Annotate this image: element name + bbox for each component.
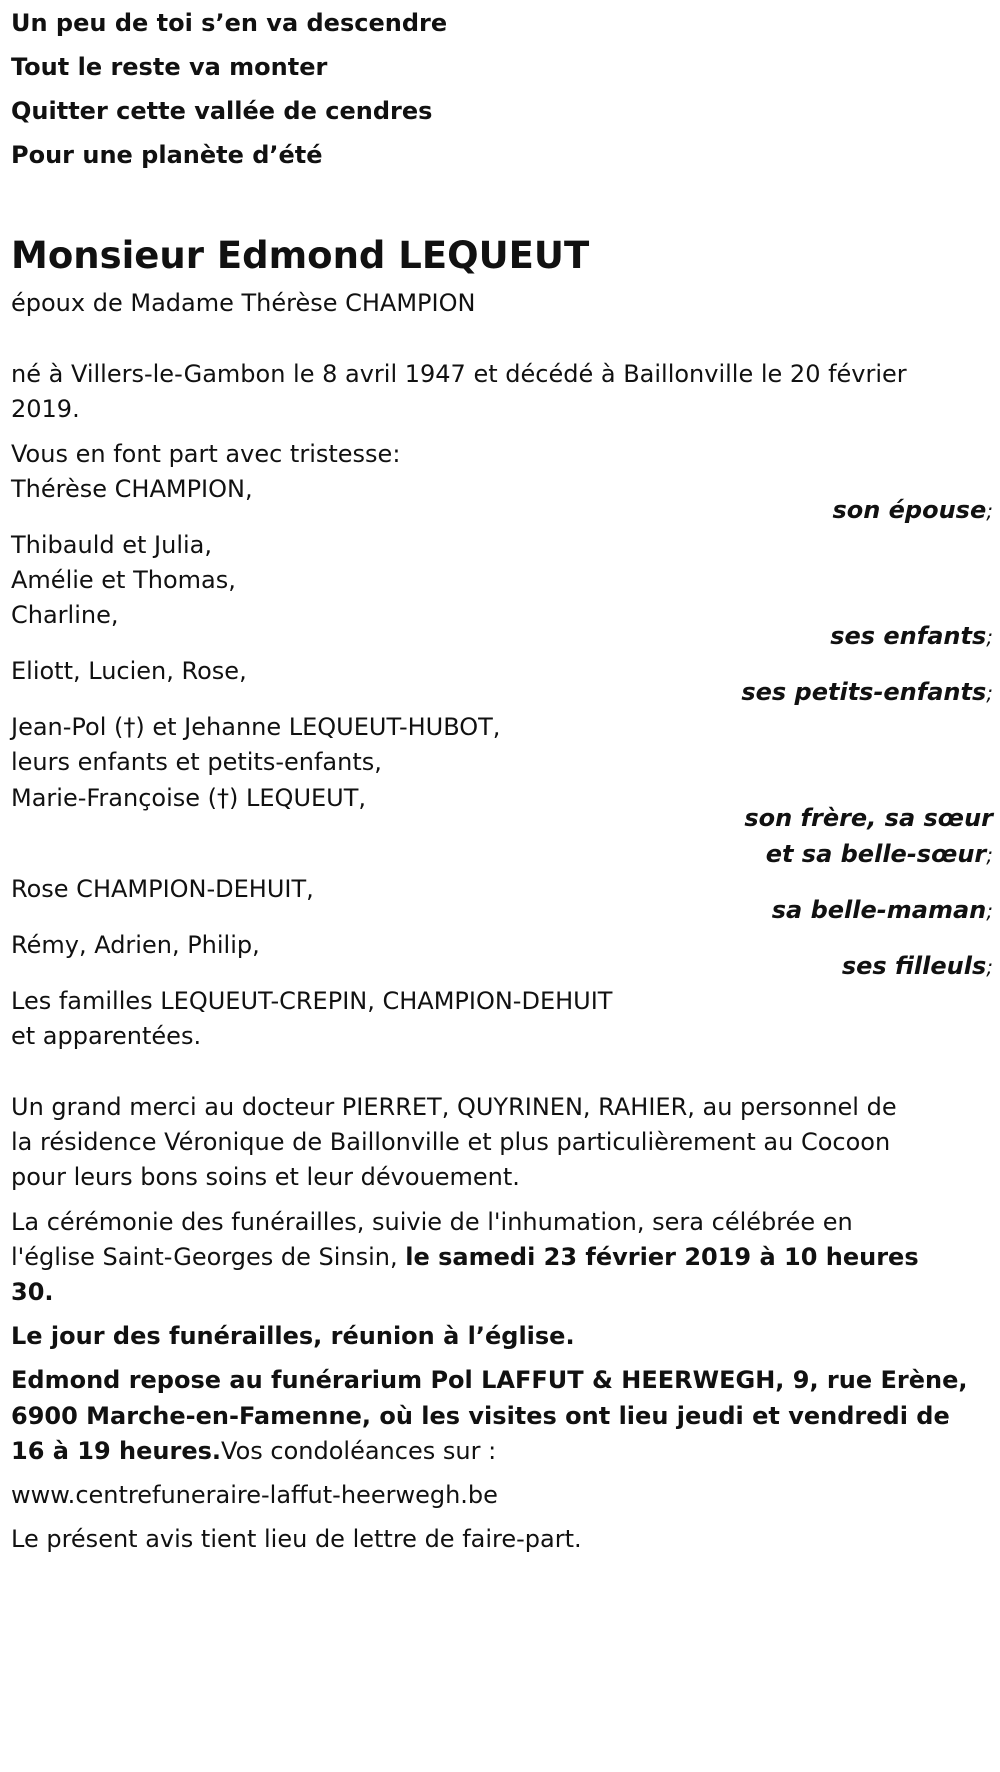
role-godchildren bbox=[842, 946, 993, 987]
poem-line-3: Quitter cette vallée de cendres bbox=[11, 97, 433, 125]
child-name-3: Charline, bbox=[11, 601, 119, 629]
funerarium-line-2: 6900 Marche-en-Famenne, où les visites ont lieu jeudi et vendredi de bbox=[11, 1402, 950, 1430]
mother-in-law-name: Rose CHAMPION-DEHUIT, bbox=[11, 875, 314, 903]
funerarium-line-3 bbox=[11, 1431, 496, 1471]
role-spouse bbox=[832, 490, 993, 531]
role-separator: ; bbox=[986, 681, 993, 705]
child-name-2: Amélie et Thomas, bbox=[11, 566, 236, 594]
funerarium-line-1: Edmond repose au funérarium Pol LAFFUT & HEERWEGH, 9, rue Erène, bbox=[11, 1366, 968, 1394]
role-separator: ; bbox=[986, 843, 993, 867]
sibling-line-2: leurs enfants et petits-enfants, bbox=[11, 748, 382, 776]
role-children bbox=[830, 616, 993, 657]
sibling-line-3: Marie-Françoise (†) LEQUEUT, bbox=[11, 784, 367, 812]
ceremony-line-1: La cérémonie des funérailles, suivie de l'inhumation, sera célébrée en bbox=[11, 1208, 853, 1236]
birth-death-line-1: né à Villers-le-Gambon le 8 avril 1947 et décédé à Baillonville le 20 février bbox=[11, 360, 907, 388]
families-line-2: et apparentées. bbox=[11, 1022, 202, 1050]
role-siblings-text: et sa belle-sœur bbox=[765, 840, 987, 868]
child-name-1: Thibauld et Julia, bbox=[11, 531, 212, 559]
role-children-text: ses enfants bbox=[830, 622, 987, 650]
sibling-line-1: Jean-Pol (†) et Jehanne LEQUEUT-HUBOT, bbox=[11, 713, 501, 741]
website-line bbox=[11, 1475, 498, 1515]
grandchildren-names: Eliott, Lucien, Rose, bbox=[11, 657, 247, 685]
visiting-hours: 16 à 19 heures. bbox=[11, 1437, 222, 1465]
announcement-intro: Vous en font part avec tristesse: bbox=[11, 440, 401, 468]
ceremony-location: l'église Saint-Georges de Sinsin, bbox=[11, 1243, 406, 1271]
role-grandchildren bbox=[741, 672, 993, 713]
role-spouse-text: son épouse bbox=[832, 496, 987, 524]
families-line-1: Les familles LEQUEUT-CREPIN, CHAMPION-DEHUIT bbox=[11, 987, 613, 1015]
role-separator: ; bbox=[986, 899, 993, 923]
ceremony-date: le samedi 23 février 2019 à 10 heures bbox=[405, 1243, 919, 1271]
poem-line-2: Tout le reste va monter bbox=[11, 53, 328, 81]
reunion-line: Le jour des funérailles, réunion à l’église. bbox=[11, 1322, 575, 1350]
role-mother-in-law-text: sa belle-maman bbox=[771, 896, 987, 924]
role-separator: ; bbox=[986, 499, 993, 523]
role-separator: ; bbox=[986, 955, 993, 979]
condolences-intro: Vos condoléances sur : bbox=[221, 1437, 497, 1465]
role-mother-in-law bbox=[772, 890, 993, 931]
thanks-line-1: Un grand merci au docteur PIERRET, QUYRINEN, RAHIER, au personnel de bbox=[11, 1093, 897, 1121]
role-siblings-line-1: son frère, sa sœur bbox=[744, 804, 993, 832]
thanks-line-3: pour leurs bons soins et leur dévouement. bbox=[11, 1163, 520, 1191]
closing-line: Le présent avis tient lieu de lettre de faire-part. bbox=[11, 1525, 582, 1553]
poem-line-1: Un peu de toi s’en va descendre bbox=[11, 9, 448, 37]
birth-death-line-2: 2019. bbox=[11, 395, 80, 423]
deceased-name-title: Monsieur Edmond LEQUEUT bbox=[11, 234, 590, 277]
ceremony-line-2 bbox=[11, 1237, 919, 1277]
poem-line-4: Pour une planète d’été bbox=[11, 141, 323, 169]
godchildren-names: Rémy, Adrien, Philip, bbox=[11, 931, 260, 959]
role-godchildren-text: ses filleuls bbox=[841, 952, 987, 980]
spouse-name: Thérèse CHAMPION, bbox=[11, 475, 253, 503]
thanks-line-2: la résidence Véronique de Baillonville et plus particulièrement au Cocoon bbox=[11, 1128, 891, 1156]
spouse-line: époux de Madame Thérèse CHAMPION bbox=[11, 289, 476, 317]
role-siblings-line-2 bbox=[766, 834, 993, 875]
role-separator: ; bbox=[986, 625, 993, 649]
condolences-website-link[interactable]: www.centrefuneraire-laffut-heerwegh.be bbox=[11, 1481, 498, 1509]
ceremony-line-3: 30. bbox=[11, 1278, 54, 1306]
role-grandchildren-text: ses petits-enfants bbox=[741, 678, 987, 706]
